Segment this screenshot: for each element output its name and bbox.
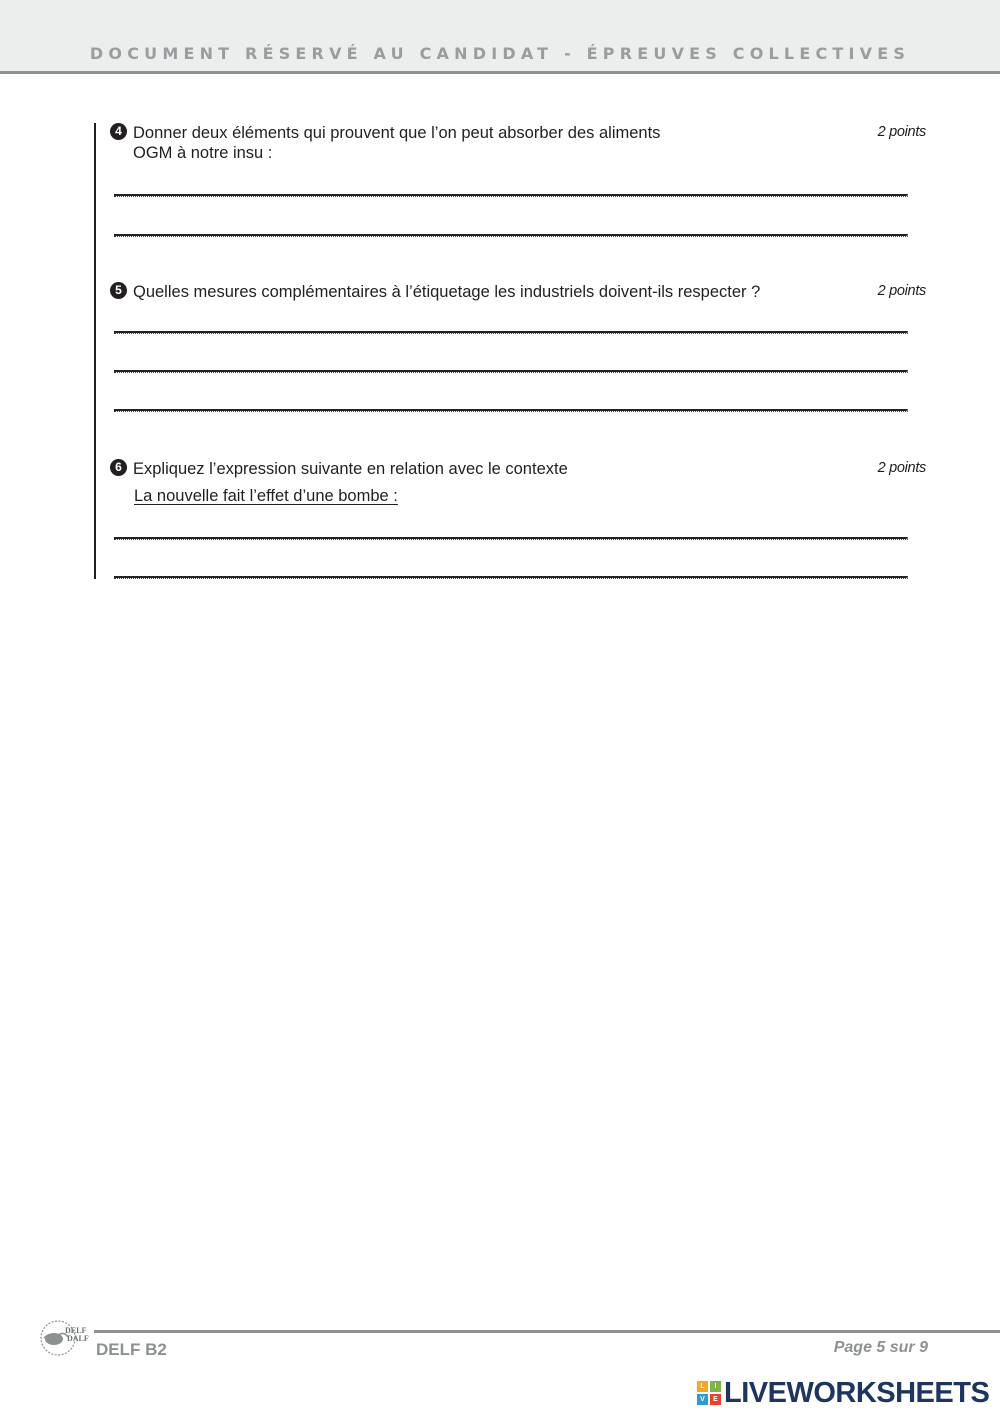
question-5-answer-line-2[interactable] (114, 370, 908, 373)
svg-text:DALF: DALF (67, 1334, 89, 1343)
question-6-answer-line-2[interactable] (114, 576, 908, 579)
question-4-answer-line-2[interactable] (114, 234, 908, 237)
liveworksheets-tiles-icon (697, 1381, 721, 1405)
question-number-6: 6 (110, 459, 127, 476)
page-number: Page 5 sur 9 (833, 1339, 928, 1356)
question-number-5: 5 (110, 282, 127, 299)
question-4-text-continued: OGM à notre insu : (133, 144, 273, 162)
question-5-answer-line-1[interactable] (114, 331, 908, 334)
question-5-answer-line-3[interactable] (114, 409, 908, 412)
question-5-text: Quelles mesures complémentaires à l’étiquetage les industriels doivent-ils respecter ? (133, 283, 761, 301)
delf-dalf-logo (38, 1316, 90, 1360)
question-6-text: Expliquez l’expression suivante en relation avec le contexte (133, 460, 568, 478)
exam-label: DELF B2 (96, 1340, 167, 1359)
question-6-points: 2 points (877, 460, 926, 476)
tile-v: V (697, 1394, 708, 1405)
header-title: DOCUMENT RÉSERVÉ AU CANDIDAT - ÉPREUVES COLLECTIVES (89, 44, 911, 63)
question-4-answer-line-1[interactable] (114, 194, 908, 197)
question-6-answer-line-1[interactable] (114, 537, 908, 540)
liveworksheets-wordmark: LIVEWORKSHEETS (724, 1376, 990, 1409)
tile-e: E (710, 1394, 721, 1405)
question-number-4: 4 (110, 123, 127, 140)
question-4-text: Donner deux éléments qui prouvent que l’on peut absorber des aliments (133, 124, 661, 142)
question-6-expression: La nouvelle fait l’effet d’une bombe : (134, 487, 398, 505)
question-5-points: 2 points (877, 283, 926, 299)
question-4-points: 2 points (877, 124, 926, 140)
svg-text:DELF: DELF (65, 1326, 87, 1335)
tile-l: L (697, 1381, 708, 1392)
footer-rule (94, 1330, 1000, 1333)
page-header (0, 0, 1000, 74)
tile-i: I (710, 1381, 721, 1392)
liveworksheets-logo (697, 1376, 989, 1410)
left-margin-rule (94, 123, 96, 579)
